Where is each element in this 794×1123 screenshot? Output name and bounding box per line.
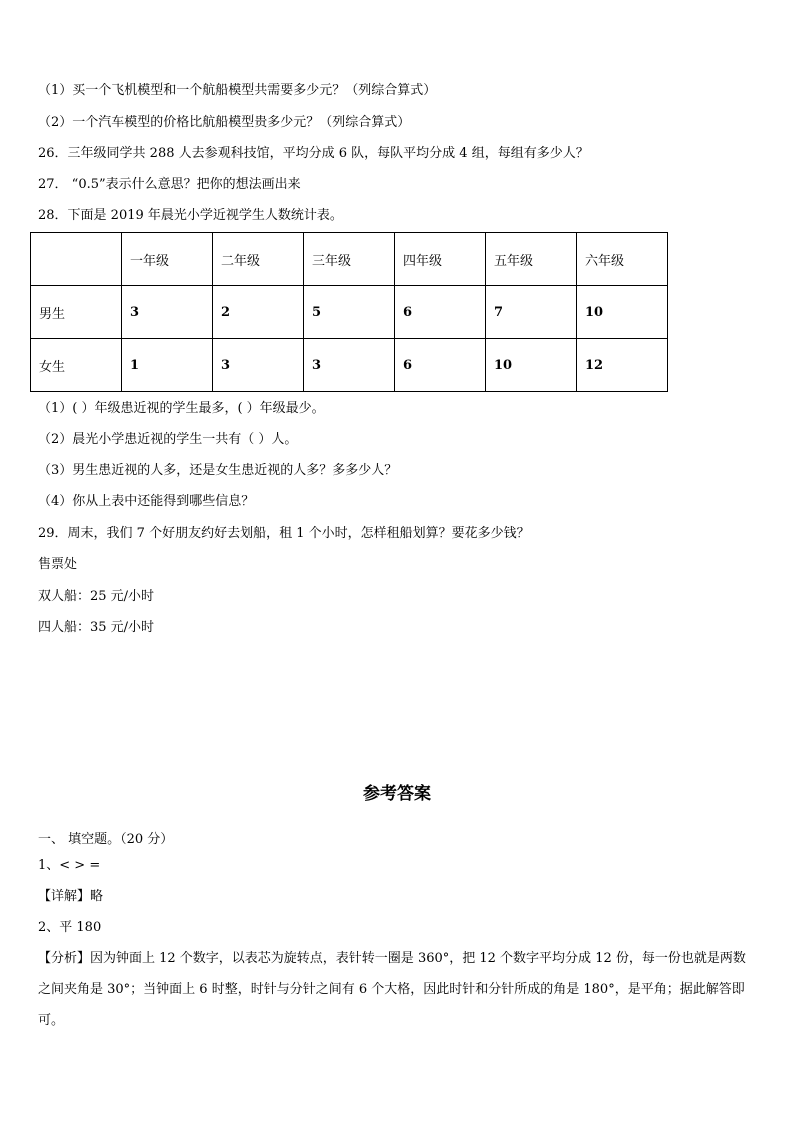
question-28: 28．下面是 2019 年晨光小学近视学生人数统计表。 [38, 208, 343, 223]
question-28-part-2: （2）晨光小学患近视的学生一共有（ ）人。 [38, 432, 298, 447]
table-cell: 3 [122, 286, 213, 339]
boat-price-four-person: 四人船：35 元/小时 [38, 620, 155, 635]
table-cell: 7 [486, 286, 577, 339]
table-cell: 6 [395, 286, 486, 339]
boat-price-two-person: 双人船：25 元/小时 [38, 589, 155, 604]
table-header-cell: 一年级 [122, 233, 213, 286]
question-25-part-1: （1）买一个飞机模型和一个航船模型共需要多少元？（列综合算式） [38, 83, 437, 98]
table-cell: 10 [486, 339, 577, 392]
table-header-cell: 六年级 [577, 233, 668, 286]
table-row-boys [31, 286, 668, 339]
table-header-cell [31, 233, 122, 286]
table-header-cell: 二年级 [213, 233, 304, 286]
table-cell: 12 [577, 339, 668, 392]
table-cell: 2 [213, 286, 304, 339]
answer-2-analysis: 【分析】因为钟面上 12 个数字，以表芯为旋转点，表针转一圈是 360°，把 12 个数字平均分成 12 份，每一份也就是两数之间夹角是 30°；当钟面上 6 时整，时针与分针之间有 6 个大格，因此时针和分针所成的角是 180°，是平角；据此解答即可。 [38, 951, 746, 1028]
answer-2: 2、平 180 [38, 920, 102, 935]
table-cell: 10 [577, 286, 668, 339]
row-label: 男生 [31, 286, 122, 339]
row-label: 女生 [31, 339, 122, 392]
table-cell: 3 [213, 339, 304, 392]
answer-1: 1、< > = [38, 858, 101, 873]
question-29: 29．周末，我们 7 个好朋友约好去划船，租 1 个小时，怎样租船划算？要花多少钱？ [38, 526, 530, 541]
question-28-part-3: （3）男生患近视的人多，还是女生患近视的人多？多多少人？ [38, 463, 398, 478]
table-cell: 5 [304, 286, 395, 339]
myopia-statistics-table [30, 232, 668, 392]
table-cell: 6 [395, 339, 486, 392]
table-cell: 3 [304, 339, 395, 392]
answers-title: 参考答案 [363, 784, 431, 804]
table-header-cell: 五年级 [486, 233, 577, 286]
question-28-part-1: （1）( ）年级患近视的学生最多，( ）年级最少。 [38, 401, 325, 416]
table-header-row [31, 233, 668, 286]
table-row-girls [31, 339, 668, 392]
table-header-cell: 三年级 [304, 233, 395, 286]
answers-section-1: 一、 填空题。（20 分） [38, 832, 174, 847]
ticket-office-label: 售票处 [38, 557, 78, 572]
answer-1-detail: 【详解】略 [38, 889, 104, 904]
question-25-part-2: （2）一个汽车模型的价格比航船模型贵多少元？（列综合算式） [38, 115, 411, 130]
question-28-part-4: （4）你从上表中还能得到哪些信息？ [38, 494, 255, 509]
question-26: 26．三年级同学共 288 人去参观科技馆，平均分成 6 队，每队平均分成 4 组，每组有多少人？ [38, 146, 589, 161]
table-cell: 1 [122, 339, 213, 392]
question-27: 27． “0.5”表示什么意思？把你的想法画出来 [38, 177, 301, 192]
table-header-cell: 四年级 [395, 233, 486, 286]
